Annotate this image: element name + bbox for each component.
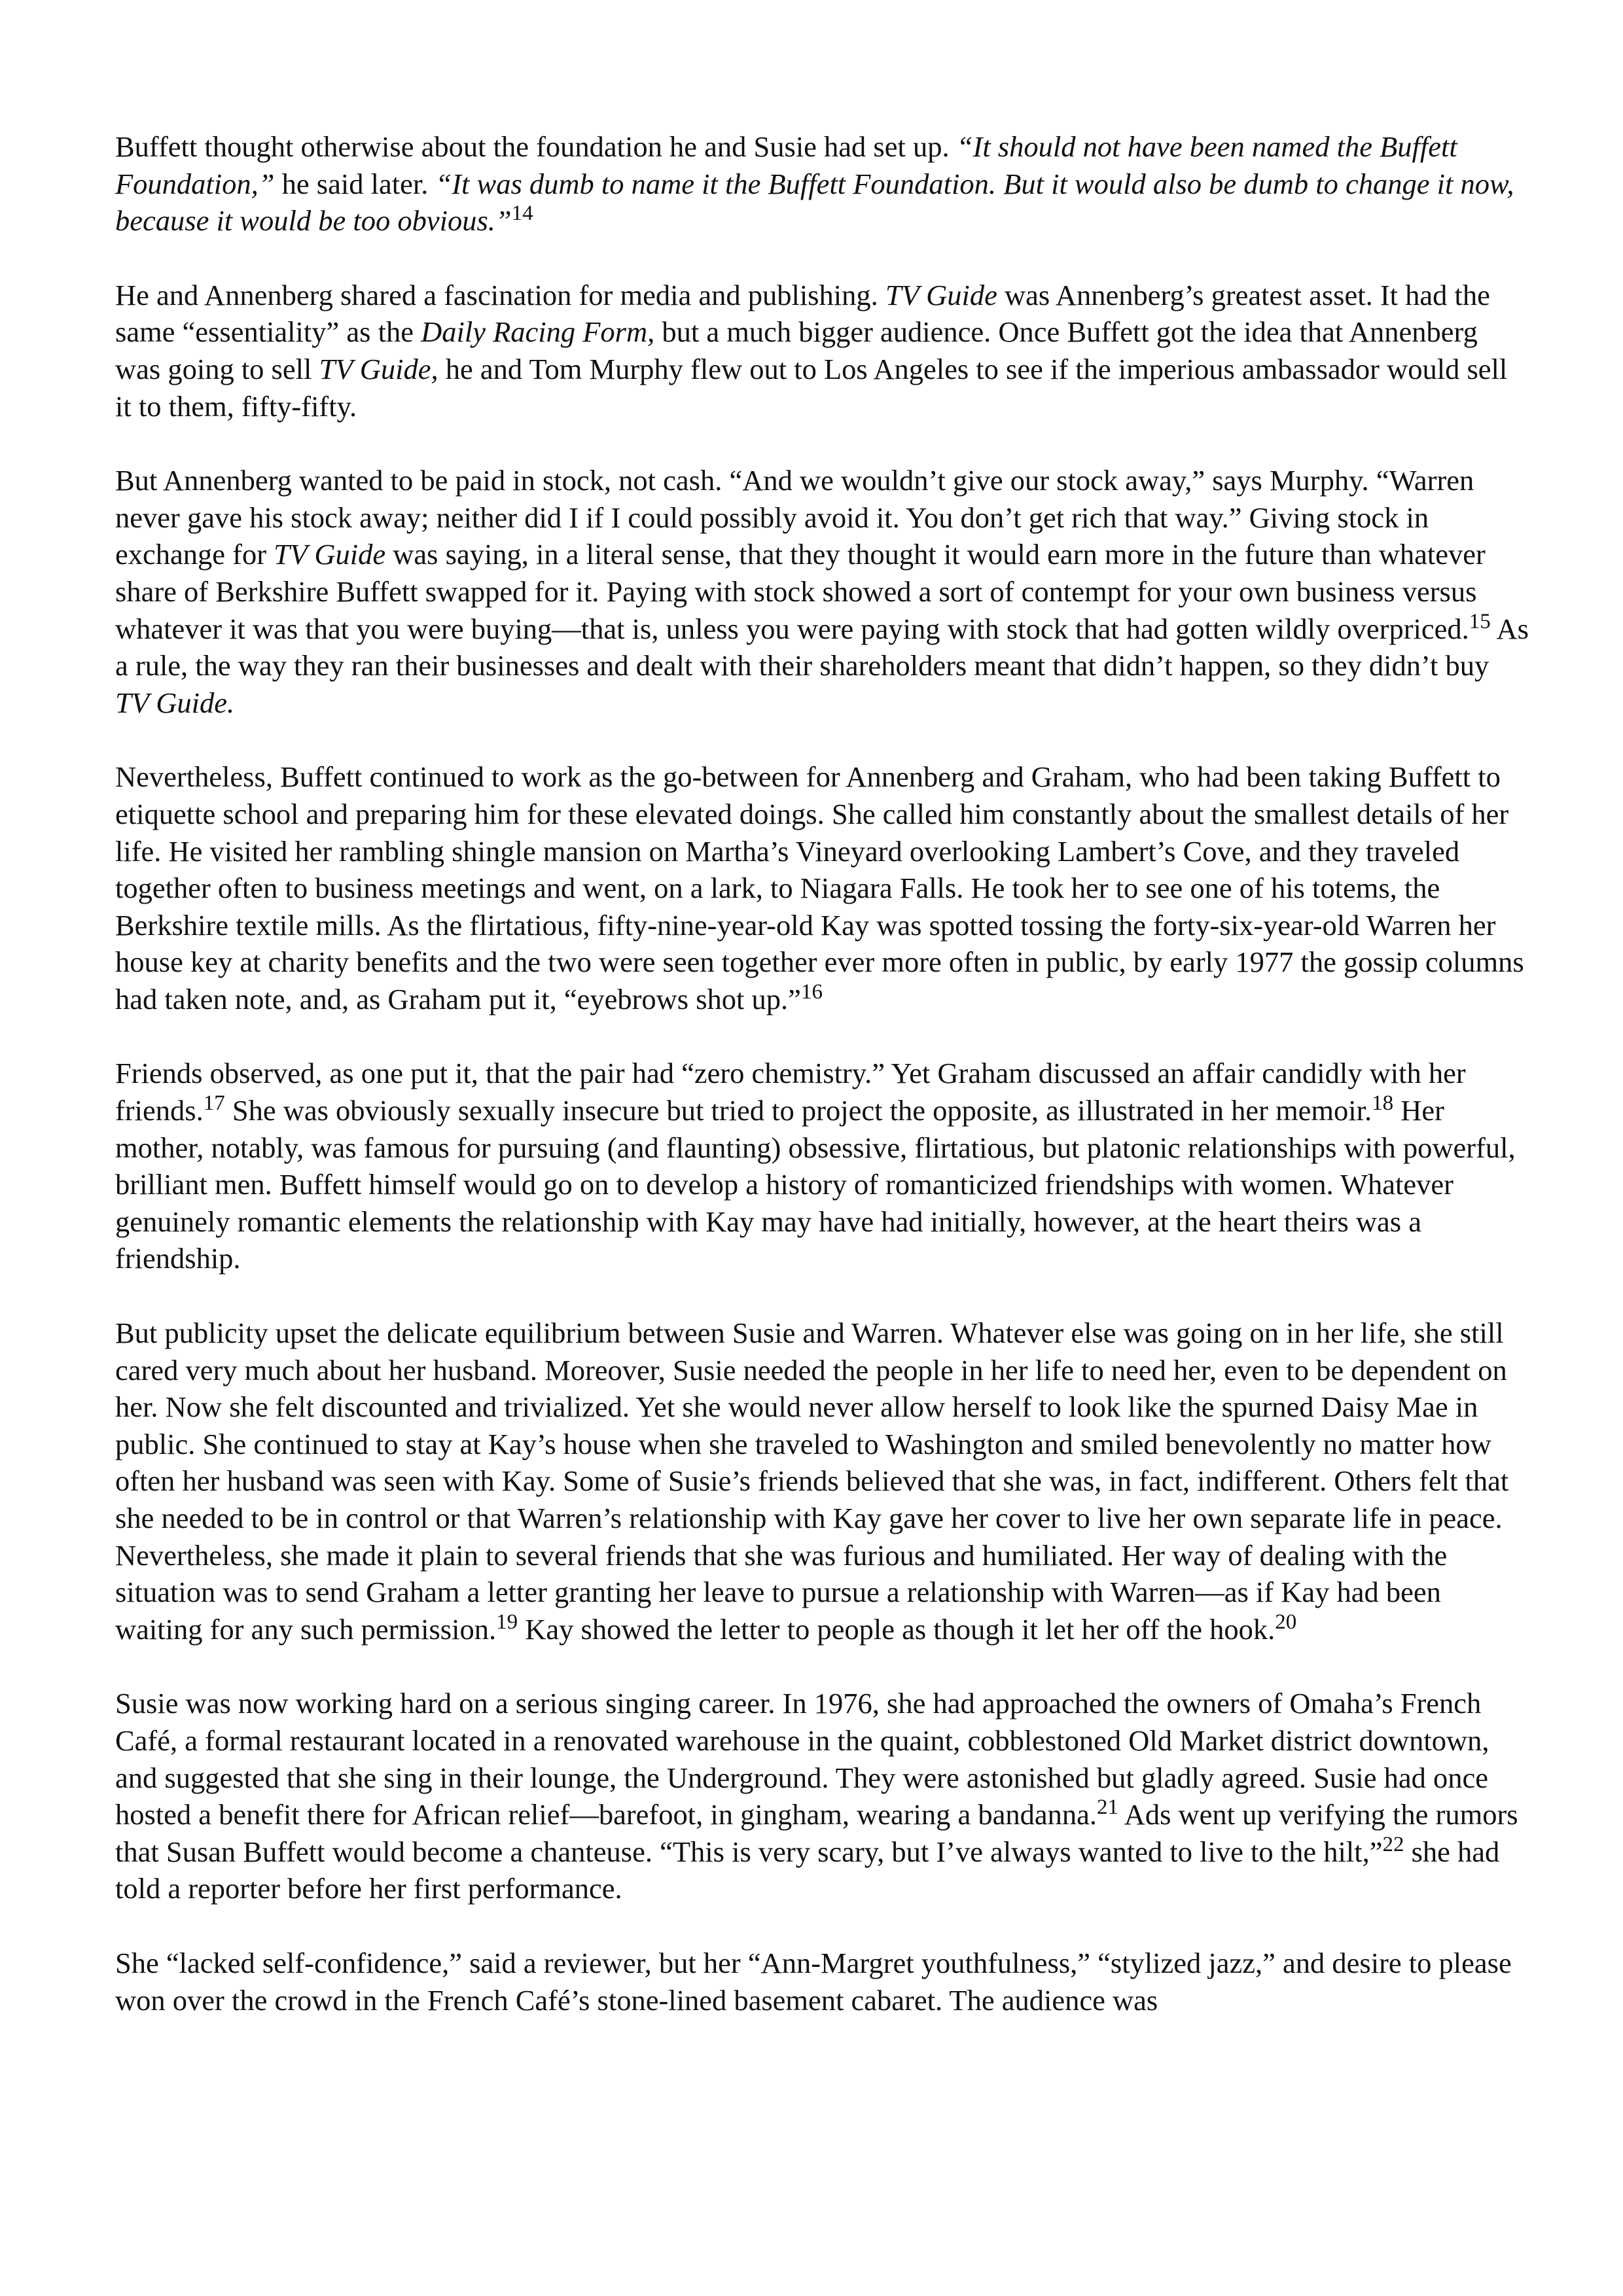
italic-run: TV Guide [885,278,997,311]
footnote-marker: 22 [1382,1832,1404,1856]
text-run: but a much bigger audience. Once Buffett got the idea that Annenberg was going to sell [115,315,1478,385]
footnote-marker: 20 [1275,1610,1297,1634]
footnote-marker: 15 [1469,609,1491,633]
italic-run: Daily Racing Form, [421,315,655,349]
text-run: was saying, in a literal sense, that they thought it would earn more in the future than whatever share of Berkshire Buffett swapped for it. Paying with stock showed a sort of contempt for your own business versus whatever it was that you were buying—that is, unless you were paying with stock that had gotten wildly overpriced. [115,538,1486,645]
paragraph [115,277,1529,425]
paragraph [115,128,1529,239]
italic-run: “It was dumb to name it the Buffett Foundation. But it would also be dumb to change it now, because it would be too obvious.” [115,167,1514,238]
paragraph [115,1315,1529,1648]
footnote-marker: 16 [800,980,823,1004]
italic-run: TV Guide, [319,352,438,385]
text-run: he said later. [274,167,436,200]
italic-run: “It should not have been named the Buffett Foundation,” [115,130,1457,200]
text-run: Buffett thought otherwise about the foundation he and Susie had set up. [115,130,957,163]
text-run: He and Annenberg shared a fascination for media and publishing. [115,278,885,311]
italic-run: TV Guide. [115,686,235,719]
footnote-marker: 14 [511,202,533,226]
paragraph [115,758,1529,1017]
paragraph [115,1945,1529,2019]
text-run: Ads went up verifying the rumors that Susan Buffett would become a chanteuse. “This is very scary, but I’ve always wanted to live to the hilt,” [115,1798,1518,1868]
text-run: she had told a reporter before her first performance. [115,1835,1500,1905]
paragraph [115,1055,1529,1277]
italic-run: TV Guide [274,538,386,571]
footnote-marker: 18 [1372,1091,1394,1116]
text-run: She was obviously sexually insecure but tried to project the opposite, as illustrated in her memoir. [224,1094,1372,1127]
document-page [115,128,1529,2056]
paragraph [115,462,1529,721]
text-run: But Annenberg wanted to be paid in stock, not cash. “And we wouldn’t give our stock away,” says Murphy. “Warren never gave his stock away; neither did I if I could possibly avoid it. You don’t get rich that way.” Giving stock in exchange for [115,464,1474,571]
text-run: As a rule, the way they ran their businesses and dealt with their shareholders meant that didn’t happen, so they didn’t buy [115,612,1529,682]
footnote-marker: 21 [1097,1795,1119,1820]
text-run: She “lacked self-confidence,” said a reviewer, but her “Ann-Margret youthfulness,” “stylized jazz,” and desire to please won over the crowd in the French Café’s stone-lined basement cabaret. The audience was [115,1946,1512,2017]
text-run: Nevertheless, Buffett continued to work as the go-between for Annenberg and Graham, who had been taking Buffett to etiquette school and preparing him for these elevated doings. She called him constantly about the smallest details of her life. He visited her rambling shingle mansion on Martha’s Vineyard overlooking Lambert’s Cove, and they traveled together often to business meetings and went, on a lark, to Niagara Falls. He took her to see one of his totems, the Berkshire textile mills. As the flirtatious, fifty-nine-year-old Kay was spotted tossing the forty-six-year-old Warren her house key at charity benefits and the two were seen together ever more often in public, by early 1977 the gossip columns had taken note, and, as Graham put it, “eyebrows shot up.” [115,760,1524,1016]
text-run: Susie was now working hard on a serious singing career. In 1976, she had approached the owners of Omaha’s French Café, a formal restaurant located in a renovated warehouse in the quaint, cobblestoned Old Market district downtown, and suggested that she sing in their lounge, the Underground. They were astonished but gladly agreed. Susie had once hosted a benefit there for African relief—barefoot, in gingham, wearing a bandanna. [115,1687,1489,1831]
text-run: Her mother, notably, was famous for pursuing (and flaunting) obsessive, flirtatious, but platonic relationships with powerful, brilliant men. Buffett himself would go on to develop a history of romanticized friendships with women. Whatever genuinely romantic elements the relationship with Kay may have had initially, however, at the heart theirs was a friendship. [115,1094,1516,1275]
text-run: he and Tom Murphy flew out to Los Angeles to see if the imperious ambassador would sell it to them, fifty-fifty. [115,352,1508,423]
text-run: Kay showed the letter to people as though it let her off the hook. [518,1612,1275,1646]
footnote-marker: 17 [203,1091,225,1116]
footnote-marker: 19 [496,1610,518,1634]
paragraph [115,1685,1529,1907]
text-run: But publicity upset the delicate equilibrium between Susie and Warren. Whatever else was going on in her life, she still cared very much about her husband. Moreover, Susie needed the people in her life to need her, even to be dependent on her. Now she felt discounted and trivialized. Yet she would never allow herself to look like the spurned Daisy Mae in public. She continued to stay at Kay’s house when she traveled to Washington and smiled benevolently no matter how often her husband was seen with Kay. Some of Susie’s friends believed that she was, in fact, indifferent. Others felt that she needed to be in control or that Warren’s relationship with Kay gave her cover to live her own separate life in peace. Nevertheless, she made it plain to several friends that she was furious and humiliated. Her way of dealing with the situation was to send Graham a letter granting her leave to pursue a relationship with Warren—as if Kay had been waiting for any such permission. [115,1316,1509,1646]
text-run: was Annenberg’s greatest asset. It had the same “essentiality” as the [115,278,1490,349]
text-run: Friends observed, as one put it, that the pair had “zero chemistry.” Yet Graham discussed an affair candidly with her friends. [115,1057,1466,1127]
